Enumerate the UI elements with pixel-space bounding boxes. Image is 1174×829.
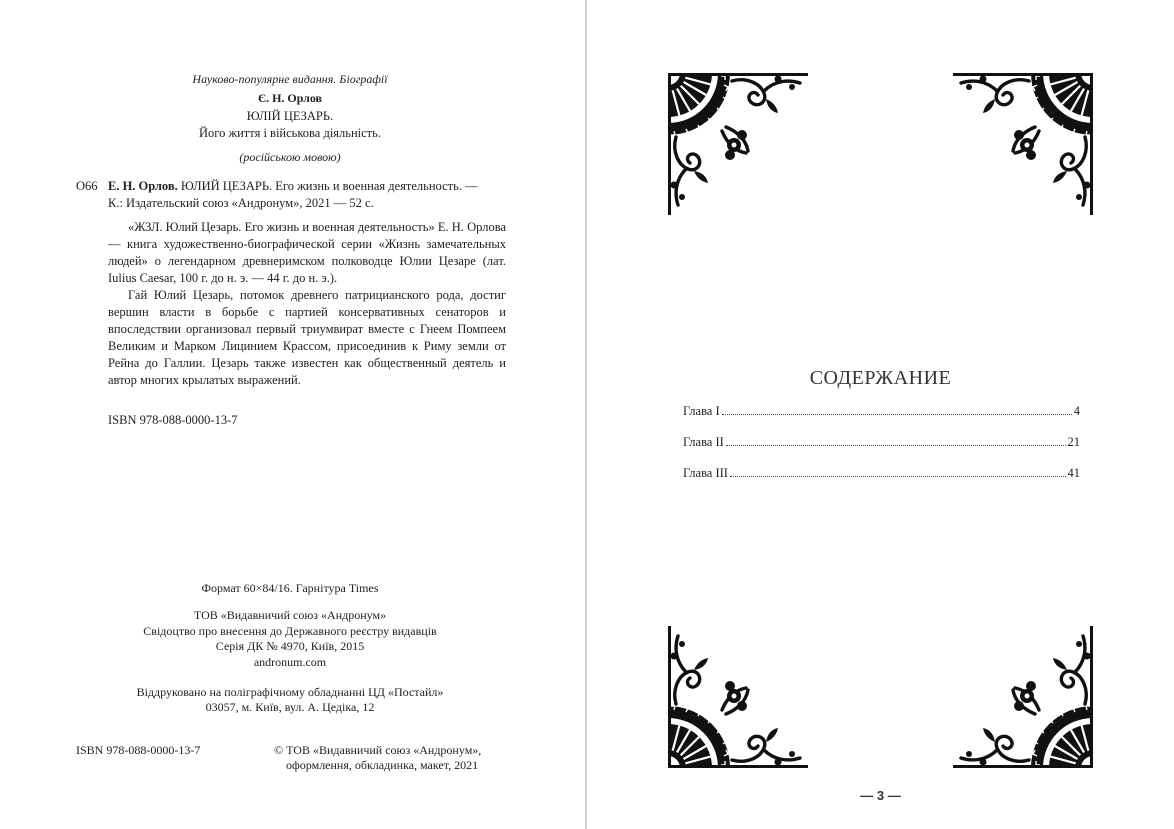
ornament-icon: [668, 73, 808, 215]
bib-author: Е. Н. Орлов.: [108, 179, 178, 193]
toc-entry-page: 41: [1067, 466, 1080, 480]
annotation-paragraph-2: Гай Юлий Цезарь, потомок древнего патрицианского рода, достиг вершин власти в борьбе с партией консервативных сенаторов и впоследствии организовал первый триумвират вместе с Гнеем Помпеем Великим и Марком Лицинием Крассом, присоединив к Риму земли от Рейна до Галлии. Цезарь также известен как общественный деятель и автор многих крылатых выражений.: [108, 288, 506, 387]
format-line: Формат 60×84/16. Гарнітура Times: [201, 581, 379, 595]
toc-title: СОДЕРЖАНИЕ: [809, 367, 952, 389]
publisher-line-2: Свідоцтво про внесення до Державного реєстру видавців: [143, 624, 437, 638]
annotation: [108, 219, 506, 389]
page-number: — 3 —: [860, 788, 901, 803]
toc-entry-label: Глава I: [683, 404, 720, 418]
printed-line-2: 03057, м. Київ, вул. А. Цедіка, 12: [205, 700, 375, 714]
isbn-bottom: ISBN 978-088-0000-13-7: [76, 743, 201, 757]
bibliographic-line-1: [108, 179, 478, 194]
copyright-line-1: © ТОВ «Видавничий союз «Андронум»,: [274, 743, 482, 757]
book-title: ЮЛІЙ ЦЕЗАРЬ.: [246, 109, 334, 123]
toc-entry-page: 4: [1073, 404, 1080, 418]
toc-entry-label: Глава II: [683, 435, 724, 449]
genre-line: Науково-популярне видання. Біографії: [192, 72, 388, 86]
ornament-icon: [953, 626, 1093, 768]
toc-entry[interactable]: [683, 434, 1080, 450]
book-subtitle: Його життя і військова діяльність.: [199, 126, 381, 140]
isbn-top: ISBN 978-088-0000-13-7: [108, 413, 238, 427]
left-page: [0, 0, 585, 829]
toc-entry[interactable]: [683, 465, 1080, 481]
ornament-icon: [668, 626, 808, 768]
toc-entry-label: Глава III: [683, 466, 728, 480]
udc-code: О66: [76, 179, 98, 193]
language-note: (російською мовою): [239, 150, 341, 164]
toc-entry-page: 21: [1067, 435, 1080, 449]
author-line: Є. Н. Орлов: [257, 91, 323, 105]
printed-line-1: Віддруковано на поліграфічному обладнанні ЦД «Постайл»: [136, 685, 444, 699]
publisher-line-1: ТОВ «Видавничий союз «Андронум»: [193, 608, 387, 622]
bibliographic-line-2: К.: Издательский союз «Андронум», 2021 — 52 с.: [108, 196, 374, 210]
bib-title: ЮЛИЙ ЦЕЗАРЬ. Его жизнь и военная деятельность. —: [180, 179, 478, 193]
toc-entry[interactable]: [683, 403, 1080, 419]
toc-leader: [726, 445, 1066, 446]
toc-leader: [730, 476, 1066, 477]
right-page: [587, 0, 1174, 829]
annotation-paragraph-1: «ЖЗЛ. Юлий Цезарь. Его жизнь и военная деятельность» Е. Н. Орлова — книга художественно-биографической серии «Жизнь замечательных людей» о легендарном древнеримском полководце Юлии Цезаре (лат. Iulius Caesar, 100 г. до н. э. — 44 г. до н. э.).: [108, 220, 506, 285]
toc-leader: [722, 414, 1072, 415]
publisher-website[interactable]: andronum.com: [253, 655, 327, 669]
ornament-icon: [953, 73, 1093, 215]
copyright-line-2: оформлення, обкладинка, макет, 2021: [286, 758, 479, 772]
publisher-line-3: Серія ДК № 4970, Київ, 2015: [215, 639, 365, 653]
